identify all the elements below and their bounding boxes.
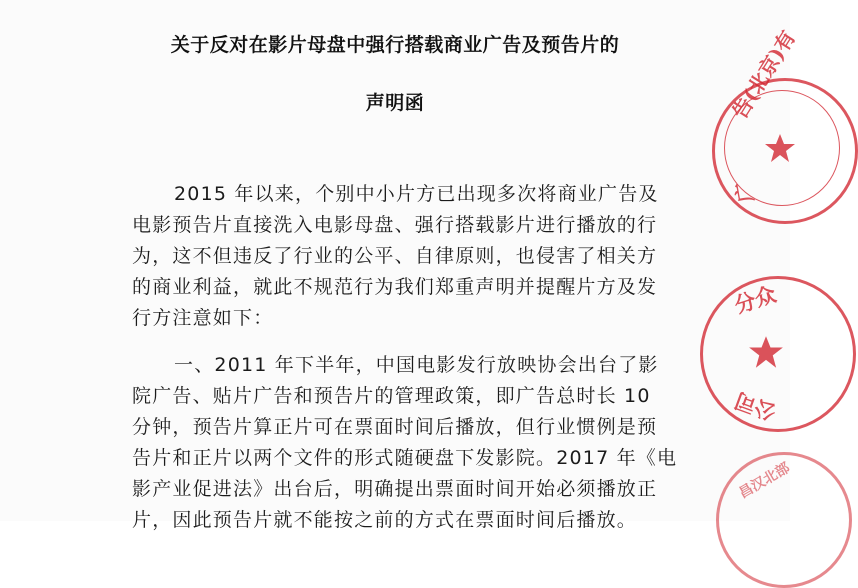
seal-bottom-text: 昌汉北部 xyxy=(736,459,793,502)
paragraph-line: 分钟，预告片算正片可在票面时间后播放，但行业惯例是预 xyxy=(132,416,658,438)
paragraph-line: 为，这不但违反了行业的公平、自律原则，也侵害了相关方 xyxy=(132,245,658,267)
paragraph-line: 片，因此预告片就不能按之前的方式在票面时间后播放。 xyxy=(132,509,638,531)
seal-star-icon xyxy=(764,132,796,164)
paragraph-line: 2015 年以来，个别中小片方已出现多次将商业广告及 xyxy=(174,183,659,205)
paragraph-intro xyxy=(132,179,692,334)
paragraph-line: 院广告、贴片广告和预告片的管理政策，即广告总时长 10 xyxy=(132,385,651,407)
document-title-line1: 关于反对在影片母盘中强行搭载商业广告及预告片的 xyxy=(170,34,620,56)
paragraph-line: 告片和正片以两个文件的形式随硬盘下发影院。2017 年《电 xyxy=(132,447,678,469)
seal-middle-text-b: 公司 xyxy=(731,387,780,426)
paragraph-point-one xyxy=(132,350,692,536)
seal-top-text: 告(北京)有 xyxy=(727,26,801,123)
paragraph-line: 影产业促进法》出台后，明确提出票面时间开始必须播放正 xyxy=(132,478,658,500)
seal-star-icon xyxy=(748,334,784,370)
paragraph-line: 行方注意如下： xyxy=(132,307,274,329)
seal-middle-text: 分众 xyxy=(731,281,779,318)
paragraph-line: 一、2011 年下半年，中国电影发行放映协会出台了影 xyxy=(174,354,659,376)
seal-top-text-b: 广 xyxy=(730,180,759,205)
paragraph-line: 电影预告片直接洗入电影母盘、强行搭载影片进行播放的行 xyxy=(132,214,658,236)
document-title-line2: 声明函 xyxy=(365,92,425,114)
paragraph-line: 的商业利益，就此不规范行为我们郑重声明并提醒片方及发 xyxy=(132,276,658,298)
